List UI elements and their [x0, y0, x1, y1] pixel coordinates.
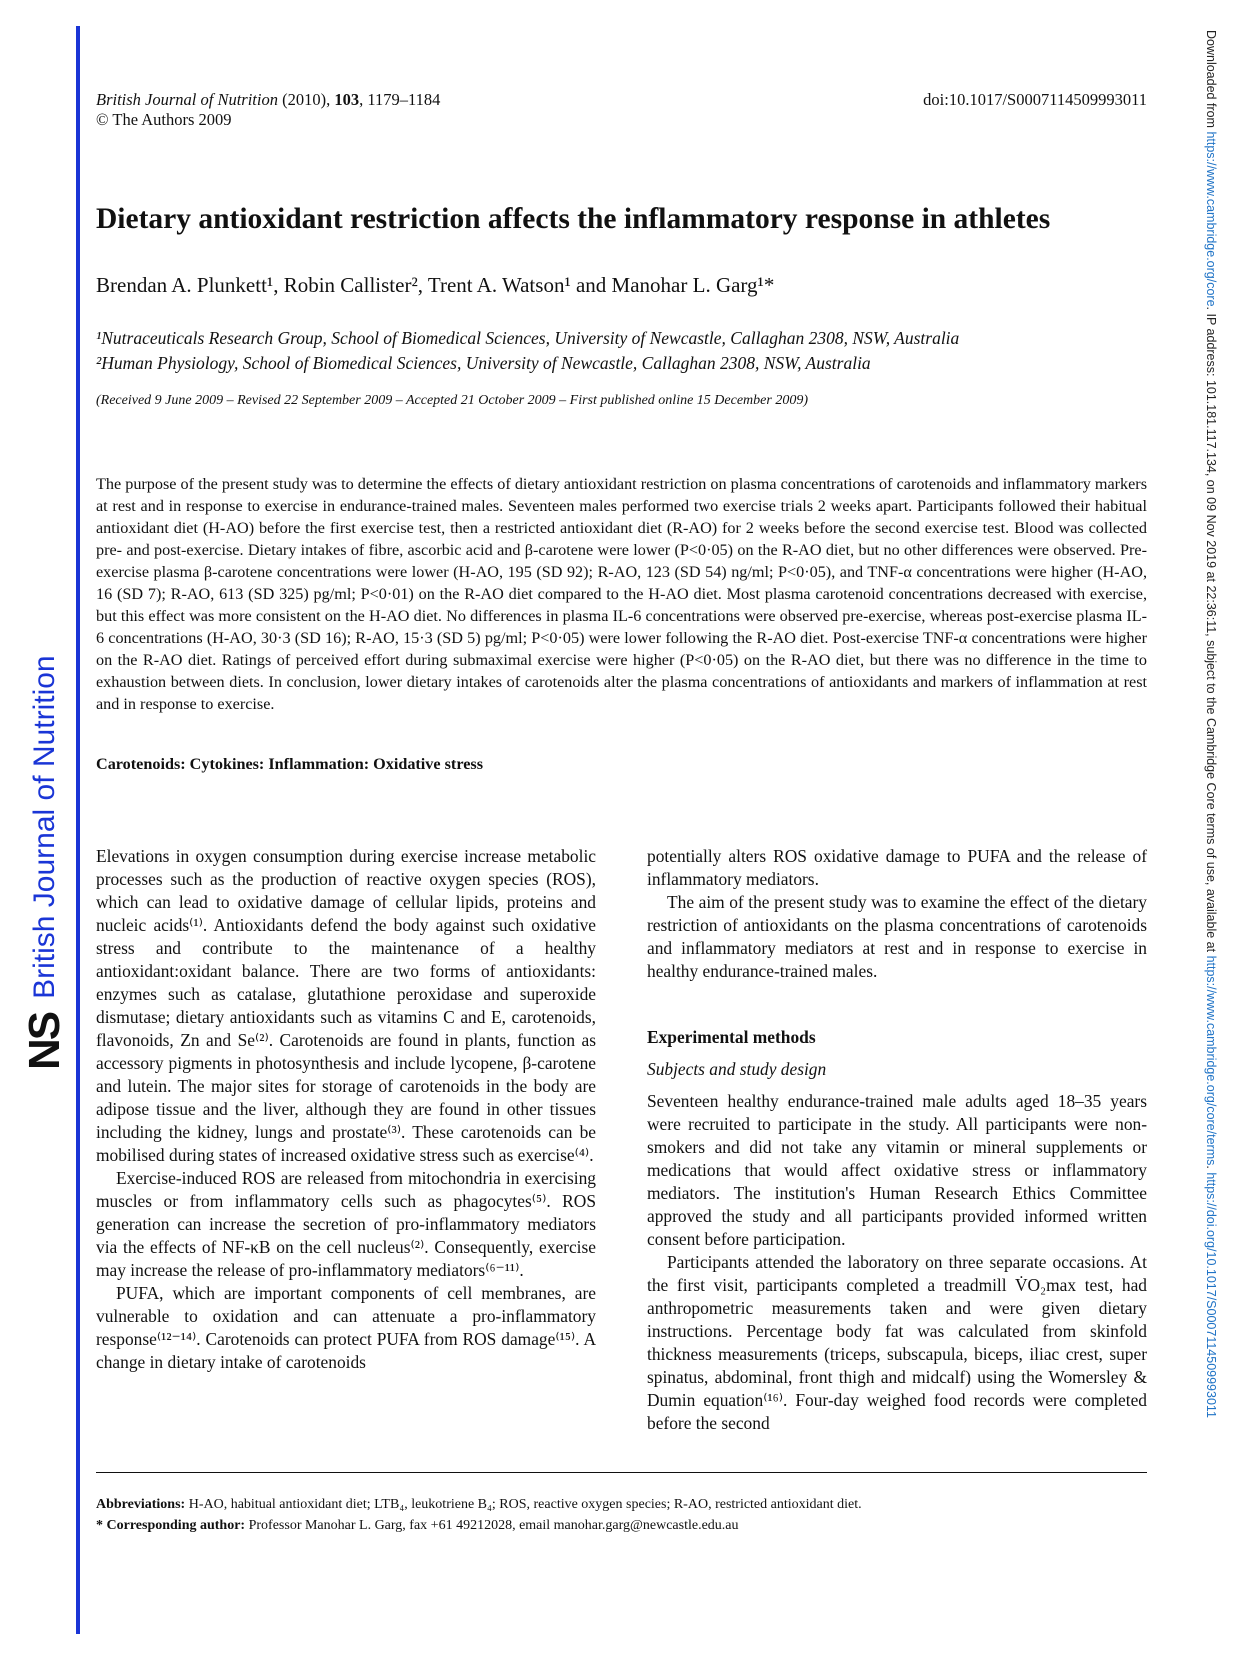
year: (2010), — [282, 90, 331, 109]
section-heading: Experimental methods — [647, 1027, 816, 1047]
paragraph: Seventeen healthy endurance-trained male adults aged 18–35 years were recruited to participate in the study. All participants were non-smokers and did not take any vitamin or mineral supplements or medications that would affect oxidative stress or inflammatory mediators. The institution's Human Research Ethics Committee approved the study and all participants provided informed written consent before participation. — [647, 1091, 1147, 1249]
journal-logo — [20, 655, 70, 1070]
doi: doi:10.1017/S0007114509993011 — [923, 90, 1147, 109]
abbreviations-text: H-AO, habitual antioxidant diet; LTB₄, leukotriene B₄; ROS, reactive oxygen species; R-AO, restricted antioxidant diet. — [185, 1497, 862, 1512]
article-title: Dietary antioxidant restriction affects the inflammatory response in athletes — [96, 203, 1051, 235]
right-column — [647, 845, 1147, 1435]
paragraph: potentially alters ROS oxidative damage to PUFA and the release of inflammatory mediators. — [647, 846, 1147, 889]
citation-header — [96, 90, 440, 130]
footnote-divider — [96, 1472, 1147, 1473]
authors: Brendan A. Plunkett¹, Robin Callister², Trent A. Watson¹ and Manohar L. Garg¹* — [96, 273, 775, 297]
journal-title: British Journal of Nutrition — [96, 90, 278, 109]
subsection-heading: Subjects and study design — [647, 1059, 827, 1079]
copyright: © The Authors 2009 — [96, 110, 232, 129]
affiliation: ¹Nutraceuticals Research Group, School of Biomedical Sciences, University of Newcastle, Callaghan 2308, NSW, Australia — [96, 328, 960, 348]
abbreviations-label: Abbreviations: — [96, 1497, 186, 1512]
keywords: Carotenoids: Cytokines: Inflammation: Oxidative stress — [96, 755, 483, 773]
ns-logo: NS — [20, 1012, 69, 1070]
corresponding-text: Professor Manohar L. Garg, fax +61 49212028, email manohar.garg@newcastle.edu.au — [245, 1518, 739, 1533]
cambridge-core-link[interactable]: https://www.cambridge.org/core — [1204, 131, 1218, 307]
corresponding-label: * Corresponding author: — [96, 1518, 246, 1533]
paragraph: The aim of the present study was to examine the effect of the dietary restriction of antioxidants on the plasma concentrations of carotenoids and inflammatory mediators at rest and in response to exercise in healthy endurance-trained males. — [647, 892, 1147, 981]
journal-name-vertical: British Journal of Nutrition — [28, 655, 61, 999]
received-dates: (Received 9 June 2009 – Revised 22 September 2009 – Accepted 21 October 2009 – First published online 15 December 2009) — [96, 393, 808, 408]
affiliation: ²Human Physiology, School of Biomedical Sciences, University of Newcastle, Callaghan 2308, NSW, Australia — [96, 353, 871, 373]
paragraph: PUFA, which are important components of cell membranes, are vulnerable to oxidation and can attenuate a pro-inflammatory response⁽¹²⁻¹⁴⁾. Carotenoids can protect PUFA from ROS damage⁽¹⁵⁾. A change in dietary intake of carotenoids — [96, 1283, 596, 1372]
footnotes — [96, 1494, 862, 1536]
doi-link[interactable]: https://doi.org/10.1017/S0007114509993011 — [1204, 1172, 1218, 1418]
note-text: . — [1204, 1165, 1218, 1173]
abstract: The purpose of the present study was to determine the effects of dietary antioxidant restriction on plasma concentrations of carotenoids and inflammatory markers at rest and in response to exercise in endurance-trained males. Seventeen males performed two exercise trials 2 weeks apart. Participants followed their habitual antioxidant diet (H-AO) before the first exercise test, then a restricted antioxidant diet (R-AO) for 2 weeks before the second exercise test. Blood was collected pre- and post-exercise. Dietary intakes of fibre, ascorbic acid and β-carotene were lower (P<0·05) on the R-AO diet, but no other differences were observed. Pre-exercise plasma β-carotene concentrations were lower (H-AO, 195 (SD 92); R-AO, 123 (SD 54) ng/ml; P<0·05), and TNF-α concentrations were higher (H-AO, 16 (SD 7); R-AO, 613 (SD 325) pg/ml; P<0·01) on the R-AO diet compared to the H-AO diet. Most plasma carotenoid concentrations decreased with exercise, but this effect was more consistent on the H-AO diet. No differences in plasma IL-6 concentrations were observed pre-exercise, whereas post-exercise plasma IL-6 concentrations (H-AO, 30·3 (SD 16); R-AO, 15·3 (SD 5) pg/ml; P<0·05) were lower following the R-AO diet. Post-exercise TNF-α concentrations were higher on the R-AO diet. Ratings of perceived effort during submaximal exercise were higher (P<0·05) on the R-AO diet, but there was no difference in the time to exhaustion between diets. In conclusion, lower dietary intakes of carotenoids alter the plasma concentrations of antioxidants and markers of inflammation at rest and in response to exercise. — [96, 475, 1147, 713]
download-note — [1204, 30, 1218, 1418]
left-column — [96, 845, 596, 1374]
paragraph: Exercise-induced ROS are released from mitochondria in exercising muscles or from inflammatory cells such as phagocytes⁽⁵⁾. ROS generation can increase the secretion of pro-inflammatory mediators via the effects of NF-κB on the cell nucleus⁽²⁾. Consequently, exercise may increase the release of pro-inflammatory mediators⁽⁶⁻¹¹⁾. — [96, 1168, 596, 1280]
note-text: Downloaded from — [1204, 30, 1218, 132]
pages: , 1179–1184 — [359, 90, 441, 109]
terms-link[interactable]: https://www.cambridge.org/core/terms — [1204, 955, 1218, 1166]
paragraph: Participants attended the laboratory on three separate occasions. At the first visit, participants completed a treadmill V̇O₂max test, had anthropometric measurements taken and were given dietary instructions. Percentage body fat was calculated from skinfold thickness measurements (triceps, subscapula, biceps, iliac crest, super spinatus, abdominal, front thigh and midcalf) using the Womersley & Dumin equation⁽¹⁶⁾. Four-day weighed food records were completed before the second — [647, 1252, 1147, 1433]
note-text: . IP address: 101.181.117.134, on 09 Nov 2019 at 22:36:11, subject to the Cambridge Core terms of use, available at — [1204, 306, 1218, 956]
paragraph: Elevations in oxygen consumption during exercise increase metabolic processes such as the production of reactive oxygen species (ROS), which can lead to oxidative damage of cellular lipids, proteins and nucleic acids⁽¹⁾. Antioxidants defend the body against such oxidative stress and contribute to the maintenance of a healthy antioxidant:oxidant balance. There are two forms of antioxidants: enzymes such as catalase, glutathione peroxidase and superoxide dismutase; dietary antioxidants such as vitamins C and E, carotenoids, flavonoids, Zn and Se⁽²⁾. Carotenoids are found in plants, function as accessory pigments in photosynthesis and include lycopene, β-carotene and lutein. The major sites for storage of carotenoids in the body are adipose tissue and the liver, although they are found in other tissues including the kidney, lungs and prostate⁽³⁾. These carotenoids can be mobilised during states of increased oxidative stress such as exercise⁽⁴⁾. — [96, 846, 596, 1165]
margin-rule — [76, 26, 80, 1634]
volume: 103 — [334, 90, 360, 109]
